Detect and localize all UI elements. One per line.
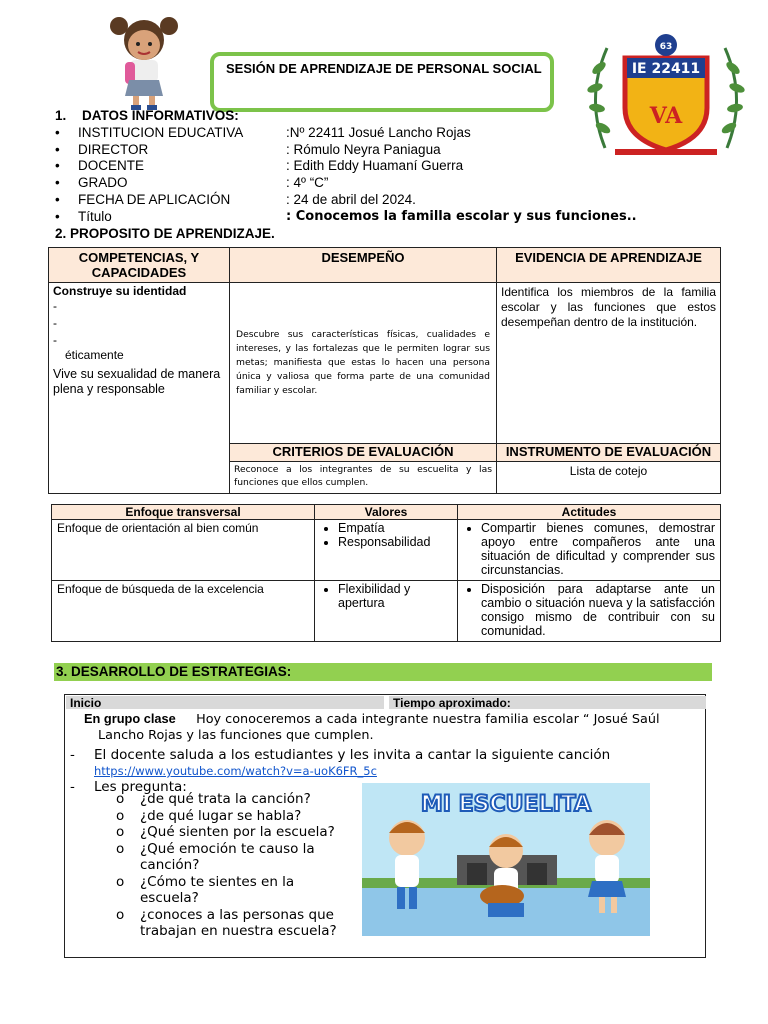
tiempo-label: Tiempo aproximado: bbox=[389, 696, 706, 709]
section-number: 1. bbox=[55, 108, 67, 123]
valor-item: • Empatía bbox=[338, 521, 452, 535]
actitud-item: • Compartir bienes comunes, demostrar apoyo entre compañeros ante una situación de dificultad y comprender sus circunstancias. bbox=[481, 521, 715, 577]
instrumento-text: Lista de cotejo bbox=[497, 461, 721, 493]
instrumento-heading: INSTRUMENTO DE EVALUACIÓN bbox=[497, 444, 721, 462]
crest-number: 63 bbox=[659, 42, 673, 52]
proposito-heading: 2. PROPOSITO DE APRENDIZAJE. bbox=[55, 225, 275, 241]
info-row bbox=[55, 192, 637, 209]
estrategias-heading: 3. DESARROLLO DE ESTRATEGIAS: bbox=[56, 664, 292, 679]
crest-initials: VA bbox=[649, 103, 683, 129]
pregunta-item: ¿Qué emoción te causo la canción? bbox=[140, 840, 315, 873]
col-competencias: COMPETENCIAS, Y CAPACIDADES bbox=[49, 248, 230, 283]
estrategias-bar bbox=[54, 663, 712, 681]
page-title: SESIÓN DE APRENDIZAJE DE PERSONAL SOCIAL bbox=[226, 61, 542, 76]
table-row bbox=[52, 581, 721, 642]
info-value: : 24 de abril del 2024. bbox=[286, 191, 416, 207]
info-label: INSTITUCION EDUCATIVA bbox=[78, 124, 244, 140]
info-value: : Rómulo Neyra Paniagua bbox=[286, 141, 441, 157]
mi-escuelita-illustration bbox=[362, 783, 650, 936]
pregunta-text: Les pregunta: bbox=[94, 779, 187, 795]
enfoque-cell: Enfoque de orientación al bien común bbox=[52, 520, 315, 581]
bullet: • bbox=[55, 158, 60, 174]
list-item: o ¿de qué trata la canción? bbox=[116, 791, 355, 808]
valores-cell bbox=[315, 520, 458, 581]
info-value-title: : Conocemos la familla escolar y sus funciones.. bbox=[286, 208, 637, 224]
bullet: • bbox=[55, 191, 60, 207]
actitud-cell bbox=[458, 581, 721, 642]
col-evidencia: EVIDENCIA DE APRENDIZAJE bbox=[497, 248, 721, 283]
dash: - bbox=[53, 316, 57, 330]
inicio-label: Inicio bbox=[66, 696, 384, 709]
info-label: DIRECTOR bbox=[78, 141, 149, 157]
col-desempeno: DESEMPEÑO bbox=[230, 248, 497, 283]
bullet: • bbox=[55, 124, 60, 140]
dash: - bbox=[70, 747, 75, 763]
proposito-table bbox=[48, 247, 721, 494]
info-row bbox=[55, 125, 637, 142]
dash: - bbox=[70, 779, 75, 795]
col-valores: Valores bbox=[315, 505, 458, 520]
col-actitudes: Actitudes bbox=[458, 505, 721, 520]
list-item: o ¿Qué emoción te causo la canción? bbox=[116, 841, 355, 874]
info-label: FECHA DE APLICACIÓN bbox=[78, 191, 231, 207]
valor-item: • Responsabilidad bbox=[338, 535, 452, 549]
list-item: o ¿Qué sienten por la escuela? bbox=[116, 824, 355, 841]
pregunta-item: ¿conoces a las personas que trabajan en nuestra escuela? bbox=[140, 906, 337, 939]
actitud-cell bbox=[458, 520, 721, 581]
song-link[interactable]: https://www.youtube.com/watch?v=a-uoK6FR_5c bbox=[94, 764, 377, 778]
info-row bbox=[55, 142, 637, 159]
criterio-text: Reconoce a los integrantes de su escuelita y las funciones que ellos cumplen. bbox=[234, 463, 492, 488]
bullet: • bbox=[55, 208, 60, 224]
girl-illustration bbox=[105, 12, 185, 112]
info-value: : 4º “C” bbox=[286, 175, 329, 191]
grupo-text: Hoy conoceremos a cada integrante nuestra familia escolar “ Josué Saúl Lancho Rojas y las funciones que cumplen. bbox=[98, 712, 660, 743]
actitud-item: • Disposición para adaptarse ante un cambio o situación nueva y la satisfacción consigo mismo de contribuir con su comunidad. bbox=[481, 582, 715, 638]
bullet: • bbox=[55, 141, 60, 157]
info-row bbox=[55, 209, 637, 226]
illustration-title: MI ESCUELITA bbox=[420, 792, 592, 817]
info-value: :Nº 22411 Josué Lancho Rojas bbox=[286, 124, 471, 140]
info-row bbox=[55, 158, 637, 175]
pregunta-item: ¿de qué trata la canción? bbox=[140, 791, 311, 807]
bullet: • bbox=[55, 175, 60, 191]
dash: - bbox=[53, 299, 57, 313]
criterio-cell bbox=[230, 461, 497, 493]
pregunta-item: ¿Qué sienten por la escuela? bbox=[140, 824, 335, 840]
enfoques-table bbox=[51, 504, 721, 642]
list-item: o ¿Cómo te sientes en la escuela? bbox=[116, 874, 355, 907]
grupo-label: En grupo clase bbox=[84, 711, 176, 726]
valor-item: • Flexibilidad y apertura bbox=[338, 582, 452, 610]
info-value: : Edith Eddy Huamaní Guerra bbox=[286, 158, 464, 174]
vive-text: Vive su sexualidad de manera plena y responsable bbox=[53, 367, 221, 396]
enfoque-cell: Enfoque de búsqueda de la excelencia bbox=[52, 581, 315, 642]
criterios-heading: CRITERIOS DE EVALUACIÓN bbox=[230, 444, 497, 462]
eticamente-text: éticamente bbox=[65, 348, 124, 362]
saluda-text: El docente saluda a los estudiantes y les invita a cantar la siguiente canción bbox=[94, 747, 611, 763]
datos-informativos bbox=[55, 108, 637, 242]
list-item: o ¿conoces a las personas que trabajan en nuestra escuela? bbox=[116, 907, 355, 940]
competencia-name: Construye su identidad bbox=[53, 284, 187, 298]
list-item: o ¿de qué lugar se habla? bbox=[116, 808, 355, 825]
dash: - bbox=[53, 333, 57, 347]
info-label: GRADO bbox=[78, 175, 128, 191]
competencia-cell bbox=[49, 283, 230, 494]
section-heading: DATOS INFORMATIVOS: bbox=[82, 108, 239, 123]
desempeno-cell bbox=[230, 283, 497, 444]
evidencia-text: Identifica los miembros de la familia escolar y las funciones que estos desempeñan dentro de la institución. bbox=[497, 283, 721, 444]
table-row bbox=[52, 520, 721, 581]
crest-label: IE 22411 bbox=[631, 61, 701, 77]
info-label: DOCENTE bbox=[78, 158, 145, 174]
pregunta-item: ¿Cómo te sientes en la escuela? bbox=[140, 873, 295, 906]
pregunta-item: ¿de qué lugar se habla? bbox=[140, 807, 302, 824]
valores-cell bbox=[315, 581, 458, 642]
preguntas-list bbox=[116, 791, 355, 940]
info-row bbox=[55, 175, 637, 192]
info-label: Título bbox=[78, 208, 112, 224]
col-enfoque: Enfoque transversal bbox=[52, 505, 315, 520]
desempeno-text: Descubre sus características físicas, cualidades e intereses, y las fortalezas que le permiten lograr sus metas; manifiesta que estas lo hacen una persona única y valiosa que forma parte de una comunidad familiar y escolar. bbox=[236, 329, 490, 397]
